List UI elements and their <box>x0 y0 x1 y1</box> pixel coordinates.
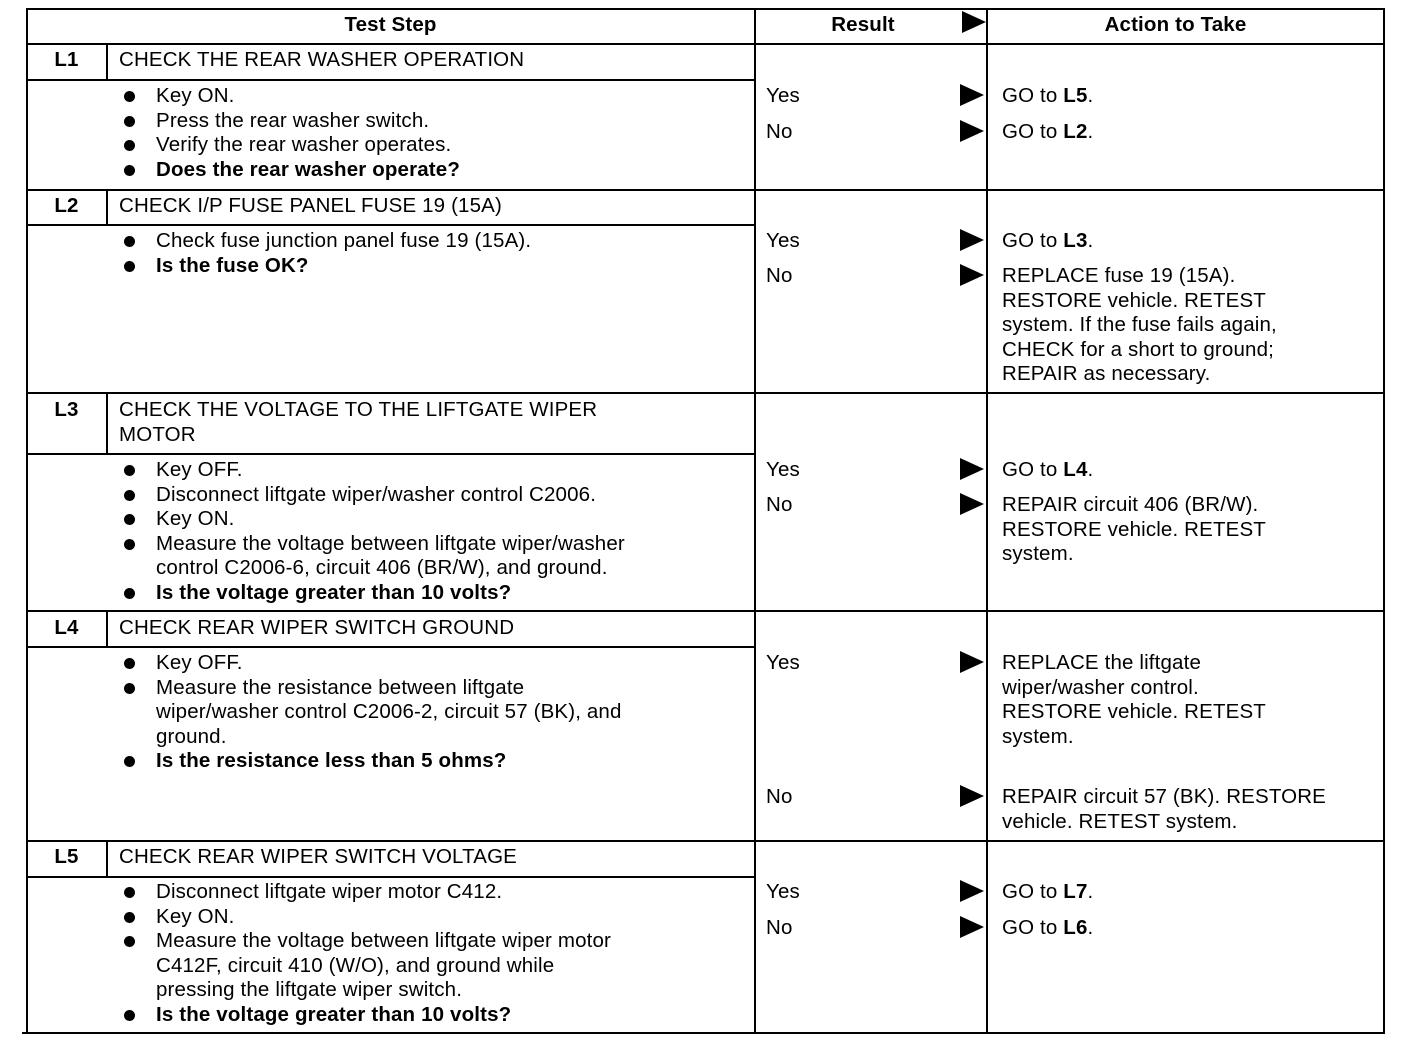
step-title: CHECK THE REAR WASHER OPERATION <box>119 48 525 71</box>
bullet-icon <box>124 236 135 247</box>
row-separator <box>27 392 1385 394</box>
action-text: REPAIR as necessary. <box>1002 362 1211 386</box>
step-title: CHECK REAR WIPER SWITCH GROUND <box>119 616 515 639</box>
step-id: L1 <box>54 48 79 71</box>
arrow-icon <box>960 264 984 286</box>
action-text: RESTORE vehicle. RETEST <box>1002 288 1266 312</box>
arrow-icon <box>960 493 984 515</box>
arrow-icon <box>960 458 984 480</box>
bullet-icon <box>124 912 135 923</box>
action-goto <box>1002 880 1093 905</box>
bullet-icon <box>124 756 135 767</box>
title-underline <box>27 79 755 81</box>
step-id: L4 <box>54 616 79 639</box>
arrow-icon <box>960 785 984 807</box>
step-id-divider <box>106 840 108 876</box>
bullet-text: Check fuse junction panel fuse 19 (15A). <box>156 229 532 252</box>
table-bottom-border <box>22 1032 1384 1034</box>
bullet-icon <box>124 91 135 102</box>
action-suffix: . <box>1087 458 1094 481</box>
action-text: REPLACE fuse 19 (15A). <box>1002 264 1236 287</box>
action-text: REPAIR circuit 406 (BR/W). <box>1002 493 1259 516</box>
action-text: RESTORE vehicle. RETEST <box>1002 700 1266 724</box>
bullet-text: Key OFF. <box>156 458 243 481</box>
action-text: REPAIR circuit 57 (BK). RESTORE <box>1002 785 1326 808</box>
result-no: No <box>766 785 793 808</box>
title-underline <box>27 224 755 226</box>
bullet-icon <box>124 683 135 694</box>
action-goto <box>1002 916 1093 941</box>
bullet-text: Key ON. <box>156 84 235 107</box>
header-test-step: Test Step <box>344 13 437 36</box>
bullet-icon <box>124 936 135 947</box>
action-suffix: . <box>1087 916 1094 939</box>
bullet-icon <box>124 261 135 272</box>
result-column-divider <box>754 8 756 1034</box>
arrow-icon <box>960 84 984 106</box>
action-goto <box>1002 84 1093 109</box>
step-id-divider <box>106 610 108 646</box>
bullet-text: Is the resistance less than 5 ohms? <box>156 749 507 773</box>
step-id-divider <box>106 392 108 453</box>
bullet-text: Measure the voltage between liftgate wiper/washer <box>156 531 625 555</box>
step-id: L3 <box>54 398 79 421</box>
action-prefix: GO to <box>1002 916 1064 939</box>
title-underline <box>27 646 755 648</box>
bullet-icon <box>124 588 135 599</box>
bullet-text: wiper/washer control C2006-2, circuit 57 (BK), and <box>156 700 622 724</box>
bullet-icon <box>124 165 135 176</box>
step-id: L5 <box>54 845 79 868</box>
step-id-divider <box>106 43 108 79</box>
action-text: RESTORE vehicle. RETEST <box>1002 517 1266 541</box>
table-right-border <box>1383 8 1385 1034</box>
bullet-text: ground. <box>156 724 227 748</box>
bullet-text: control C2006-6, circuit 406 (BR/W), and ground. <box>156 556 608 580</box>
action-step-ref: L4 <box>1063 458 1088 481</box>
action-text: system. <box>1002 724 1074 748</box>
action-text: CHECK for a short to ground; <box>1002 337 1274 361</box>
bullet-text: Is the fuse OK? <box>156 253 309 277</box>
result-yes: Yes <box>766 84 800 107</box>
action-prefix: GO to <box>1002 120 1064 143</box>
bullet-icon <box>124 658 135 669</box>
action-step-ref: L2 <box>1063 120 1088 143</box>
step-title: MOTOR <box>119 422 196 446</box>
arrow-icon <box>960 880 984 902</box>
title-underline <box>27 876 755 878</box>
bullet-text: Press the rear washer switch. <box>156 108 430 132</box>
bullet-text: Does the rear washer operate? <box>156 157 460 181</box>
action-column-divider <box>986 8 988 1034</box>
bullet-icon <box>124 490 135 501</box>
action-suffix: . <box>1087 120 1094 143</box>
bullet-text: Measure the resistance between liftgate <box>156 675 525 699</box>
result-yes: Yes <box>766 651 800 674</box>
bullet-text: Disconnect liftgate wiper motor C412. <box>156 880 503 903</box>
action-prefix: GO to <box>1002 84 1064 107</box>
action-suffix: . <box>1087 880 1094 903</box>
bullet-text: Measure the voltage between liftgate wiper motor <box>156 929 612 953</box>
arrow-icon <box>960 229 984 251</box>
row-separator <box>27 189 1385 191</box>
arrow-icon <box>960 120 984 142</box>
bullet-icon <box>124 1010 135 1021</box>
bullet-icon <box>124 140 135 151</box>
action-text: vehicle. RETEST system. <box>1002 809 1238 833</box>
row-separator <box>27 610 1385 612</box>
arrow-icon <box>960 916 984 938</box>
action-prefix: GO to <box>1002 880 1064 903</box>
result-no: No <box>766 493 793 516</box>
header-arrow-icon <box>962 11 986 33</box>
title-underline <box>27 453 755 455</box>
action-text: system. <box>1002 542 1074 566</box>
action-text: system. If the fuse fails again, <box>1002 313 1277 337</box>
action-step-ref: L6 <box>1063 916 1088 939</box>
bullet-text: Key ON. <box>156 904 235 928</box>
row-separator <box>27 840 1385 842</box>
result-no: No <box>766 916 793 939</box>
result-no: No <box>766 264 793 287</box>
bullet-icon <box>124 116 135 127</box>
bullet-text: Is the voltage greater than 10 volts? <box>156 581 512 604</box>
result-no: No <box>766 120 793 143</box>
bullet-icon <box>124 887 135 898</box>
action-step-ref: L3 <box>1063 229 1088 252</box>
result-yes: Yes <box>766 458 800 481</box>
action-suffix: . <box>1087 84 1094 107</box>
action-prefix: GO to <box>1002 458 1064 481</box>
bullet-text: Key OFF. <box>156 651 243 674</box>
bullet-icon <box>124 539 135 550</box>
table-left-border <box>26 8 28 1034</box>
header-bottom-border <box>27 43 1385 45</box>
step-id: L2 <box>54 194 79 217</box>
bullet-text: Disconnect liftgate wiper/washer control C2006. <box>156 482 597 506</box>
bullet-icon <box>124 465 135 476</box>
result-yes: Yes <box>766 229 800 252</box>
step-title: CHECK REAR WIPER SWITCH VOLTAGE <box>119 845 517 868</box>
step-title: CHECK I/P FUSE PANEL FUSE 19 (15A) <box>119 194 502 217</box>
action-goto <box>1002 229 1093 254</box>
action-step-ref: L7 <box>1063 880 1088 903</box>
bullet-text: Key ON. <box>156 507 235 531</box>
bullet-text: C412F, circuit 410 (W/O), and ground while <box>156 953 555 977</box>
bullet-text: Verify the rear washer operates. <box>156 133 452 157</box>
action-text: REPLACE the liftgate <box>1002 651 1201 674</box>
arrow-icon <box>960 651 984 673</box>
result-yes: Yes <box>766 880 800 903</box>
action-goto <box>1002 458 1093 483</box>
action-step-ref: L5 <box>1063 84 1088 107</box>
bullet-text: pressing the liftgate wiper switch. <box>156 978 463 1002</box>
step-title: CHECK THE VOLTAGE TO THE LIFTGATE WIPER <box>119 398 598 421</box>
table-top-border <box>27 8 1385 10</box>
header-action: Action to Take <box>1104 13 1247 36</box>
step-id-divider <box>106 189 108 224</box>
header-result: Result <box>831 13 895 36</box>
bullet-text: Is the voltage greater than 10 volts? <box>156 1003 512 1026</box>
action-text: wiper/washer control. <box>1002 675 1199 699</box>
bullet-icon <box>124 514 135 525</box>
action-goto <box>1002 120 1093 145</box>
action-suffix: . <box>1087 229 1094 252</box>
action-prefix: GO to <box>1002 229 1064 252</box>
